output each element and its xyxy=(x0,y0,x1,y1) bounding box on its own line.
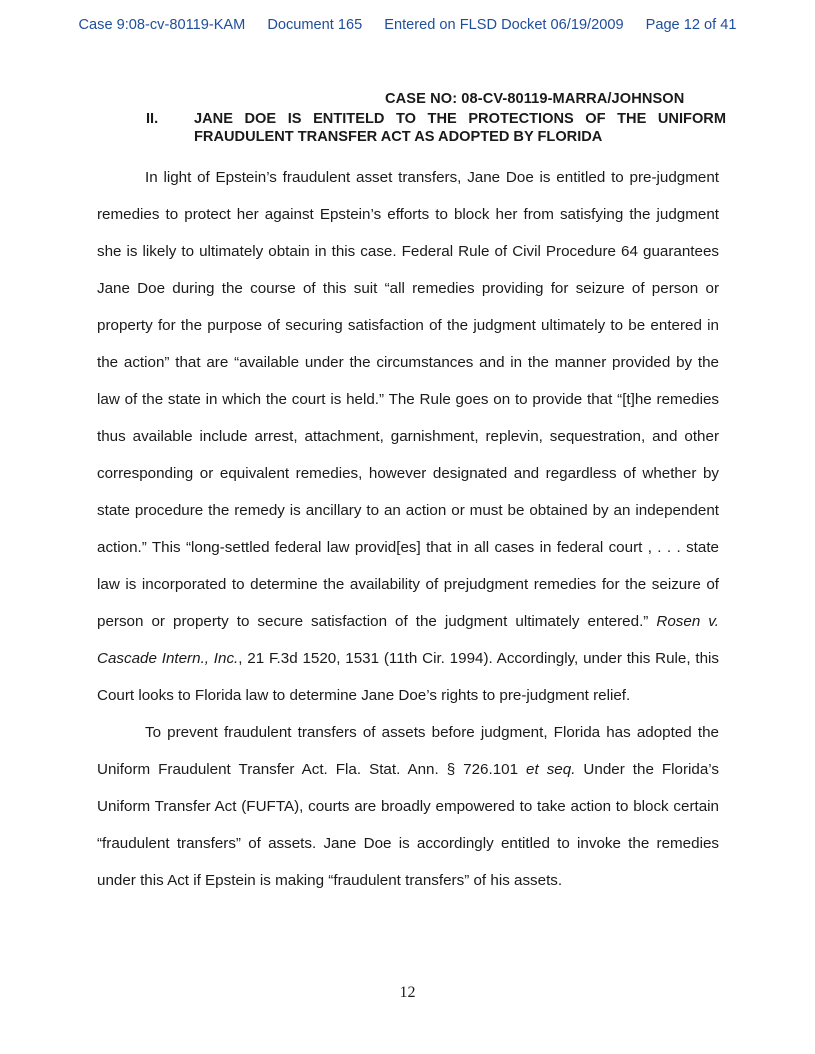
section-title: JANE DOE IS ENTITELD TO THE PROTECTIONS OF THE UNIFORM FRAUDULENT TRANSFER ACT AS ADOPTED BY FLORIDA xyxy=(194,111,726,145)
page-number: 12 xyxy=(399,984,416,1001)
section-number: II. xyxy=(146,111,159,127)
header-entered-date: Entered on FLSD Docket 06/19/2009 xyxy=(384,17,624,33)
header-document-number: Document 165 xyxy=(267,17,363,33)
section-heading xyxy=(146,110,726,146)
paragraph-1: In light of Epstein’s fraudulent asset transfers, Jane Doe is entitled to pre-judgment remedies to protect her against Epstein’s efforts to block her from satisfying the judgment she is likely to ultimately obtain in this case. Federal Rule of Civil Procedure 64 guarantees Jane Doe during the course of this suit “all remedies providing for seizure of person or property for the purpose of securing satisfaction of the judgment ultimately to be entered in the action” that are “available under the circumstances and in the manner provided by the law of the state in which the court is held.” The Rule goes on to provide that “[t]he remedies thus available include arrest, attachment, garnishment, replevin, sequestration, and other corresponding or equivalent remedies, however designated and regardless of whether by state procedure the remedy is ancillary to an action or must be obtained by an independent action.” This “long-settled federal law provid[es] that in all cases in federal court , . . . state law is incorporated to determine the availability of prejudgment remedies for the seizure of person or property to secure satisfaction of the judgment ultimately entered.” Rosen v. Cascade Intern., Inc., 21 F.3d 1520, 1531 (11th Cir. 1994). Accordingly, under this Rule, this Court looks to Florida law to determine Jane Doe’s rights to pre-judgment relief. xyxy=(97,169,719,704)
et-seq: et seq. xyxy=(526,761,576,778)
case-citation: Rosen v. Cascade Intern., Inc. xyxy=(97,613,719,667)
paragraph-2: To prevent fraudulent transfers of assets before judgment, Florida has adopted the Uniform Fraudulent Transfer Act. Fla. Stat. Ann. § 726.101 et seq. Under the Florida’s Uniform Transfer Act (FUFTA), courts are broadly empowered to take action to block certain “fraudulent transfers” of assets. Jane Doe is accordingly entitled to invoke the remedies under this Act if Epstein is making “fraudulent transfers” of his assets. xyxy=(97,724,719,889)
header-case-number: Case 9:08-cv-80119-KAM xyxy=(78,17,246,33)
case-number-caption: CASE NO: 08-CV-80119-MARRA/JOHNSON xyxy=(385,91,685,107)
header-page-count: Page 12 of 41 xyxy=(645,17,737,33)
body-text xyxy=(97,159,719,899)
docket-header xyxy=(0,17,815,33)
